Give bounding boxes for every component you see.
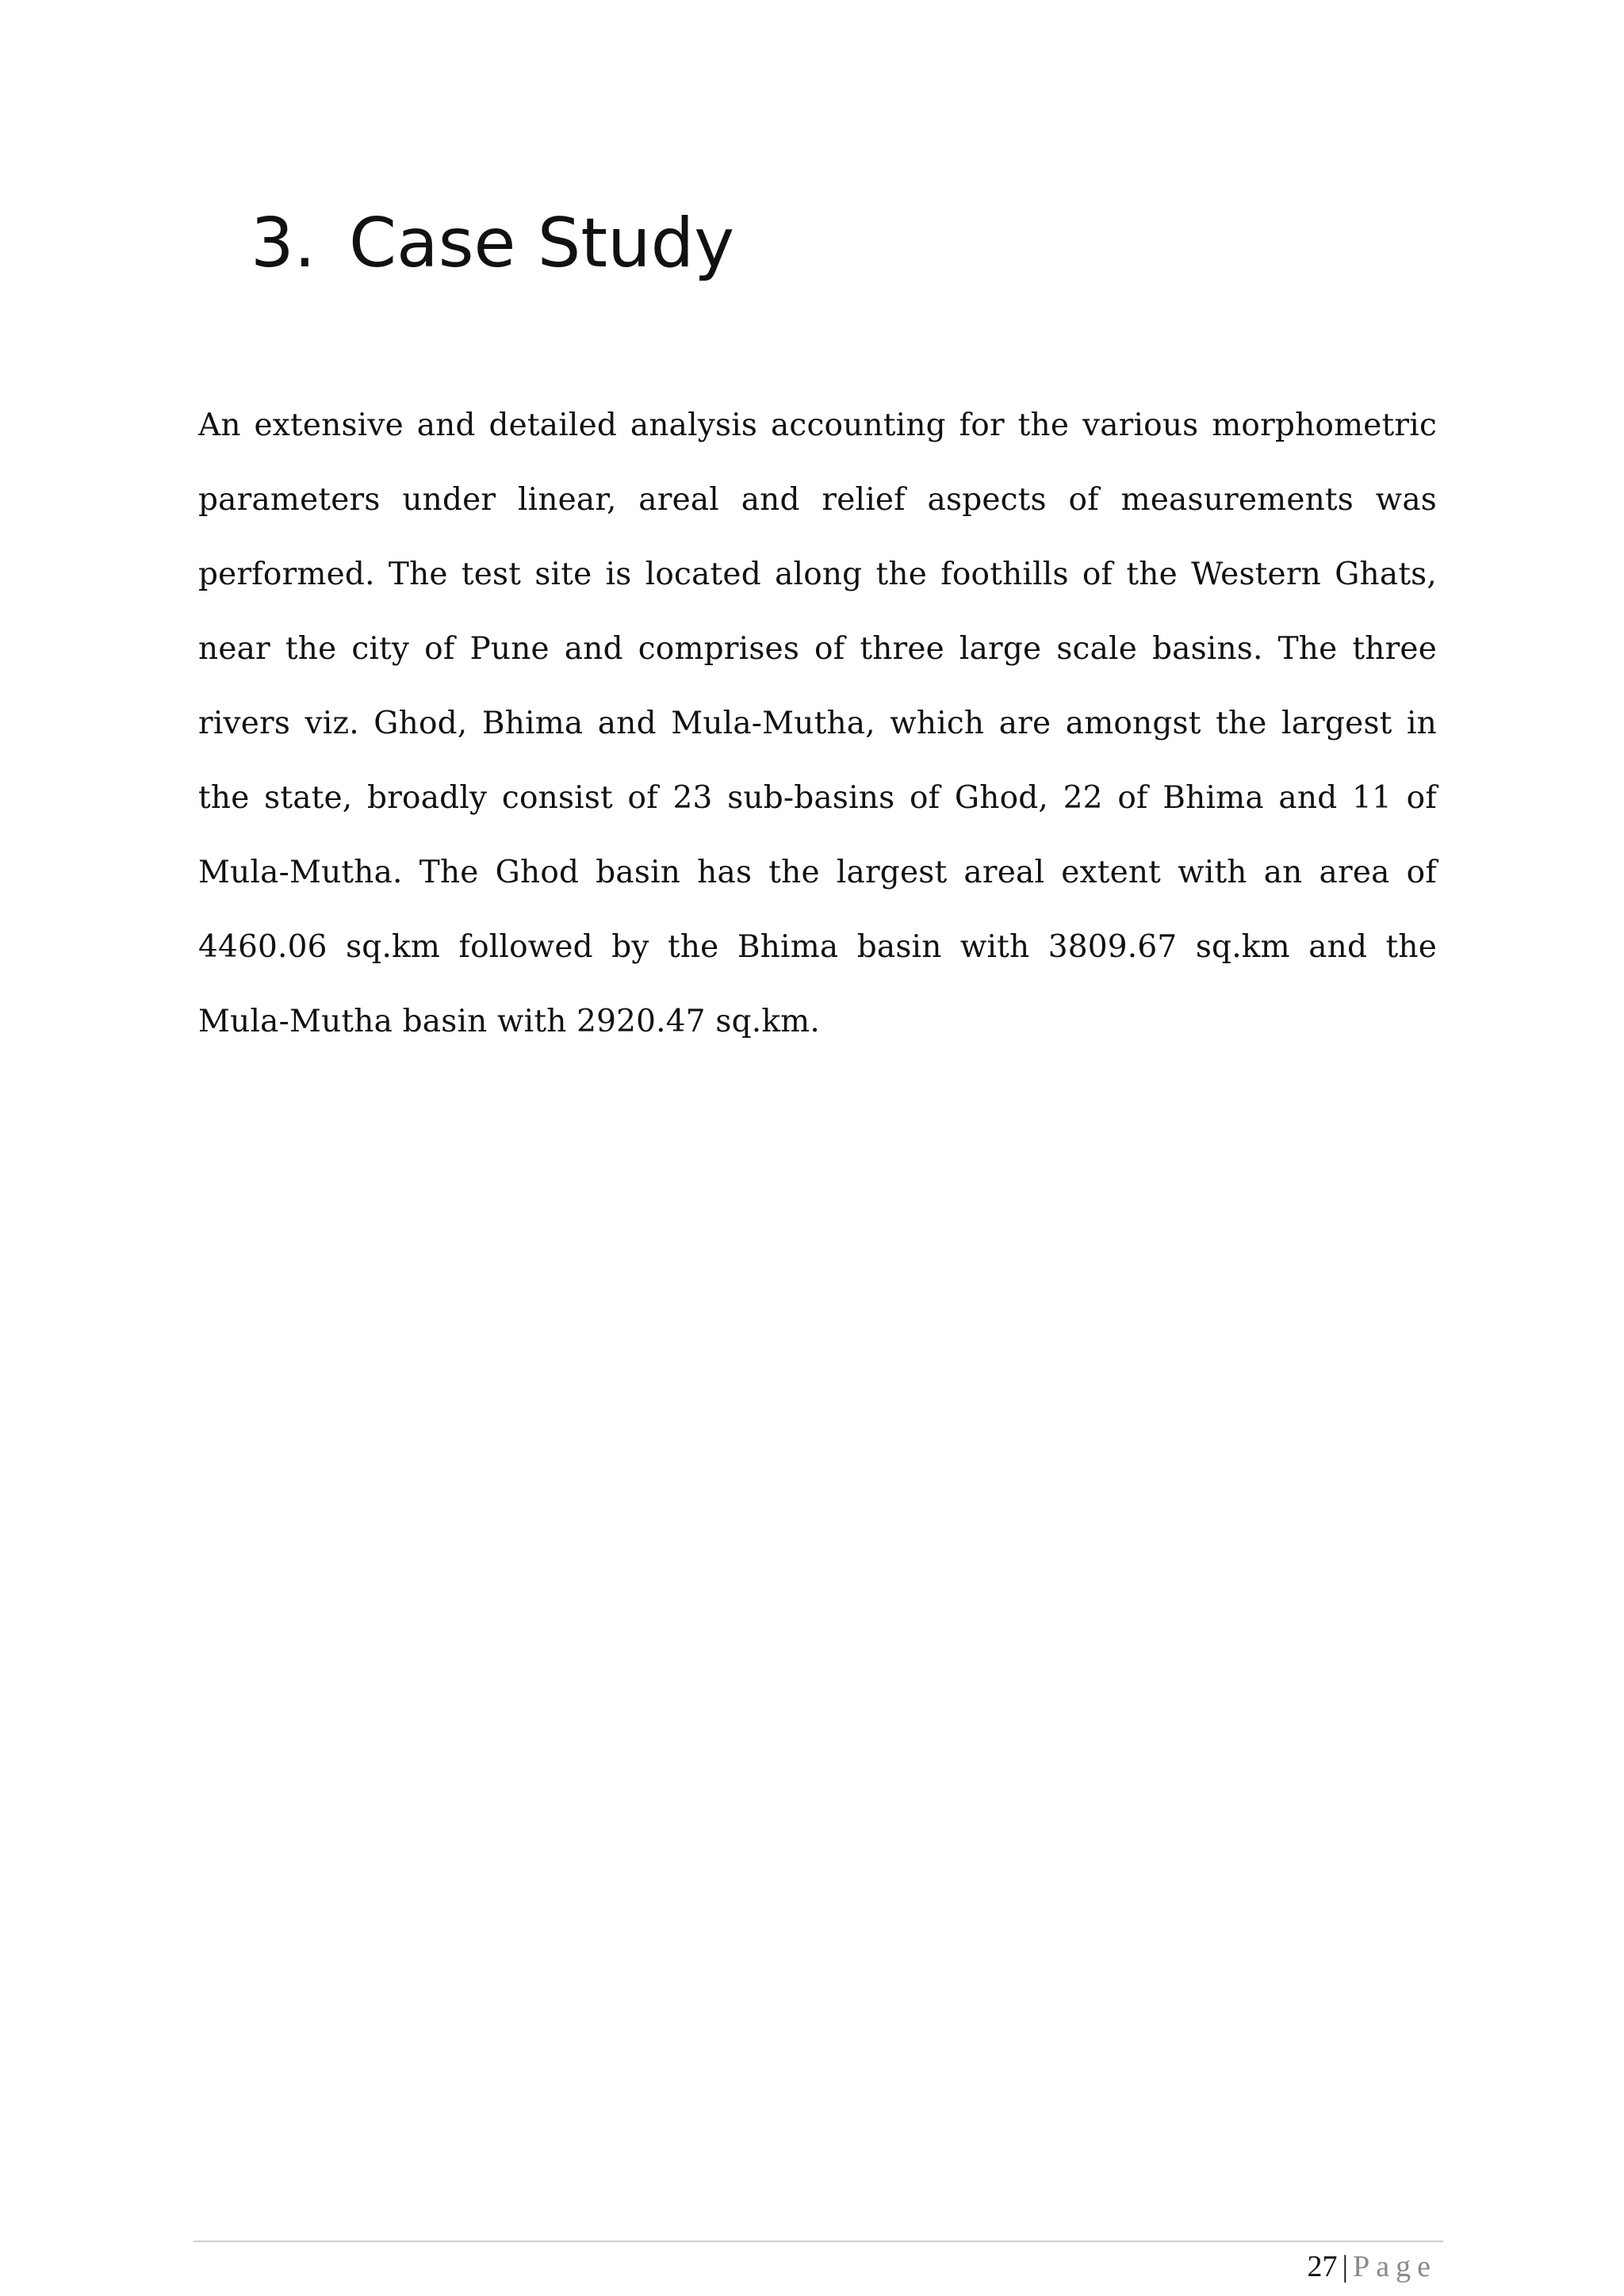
body-paragraph: An extensive and detailed analysis accounting for the various morphometric parameters under linear, areal and relief aspects of measurements was performed. The test site is located along the foothills of the Western Ghats, near the city of Pune and comprises of three large scale basins. The three rivers viz. Ghod, Bhima and Mula-Mutha, which are amongst the largest in the state, broadly consist of 23 sub-basins of Ghod, 22 of Bhima and 11 of Mula-Mutha. The Ghod basin has the largest areal extent with an area of 4460.06 sq.km followed by the Bhima basin with 3809.67 sq.km and the Mula-Mutha basin with 2920.47 sq.km. [198,408,1437,1039]
page-footer [1308,2247,1437,2286]
page-number: 27 [1307,2250,1338,2283]
footer-divider [193,2241,1443,2242]
page-label: Page [1353,2250,1437,2283]
section-heading [251,200,734,287]
section-number: 3. [251,204,316,283]
footer-separator: | [1342,2250,1349,2283]
section-title: Case Study [349,204,735,283]
